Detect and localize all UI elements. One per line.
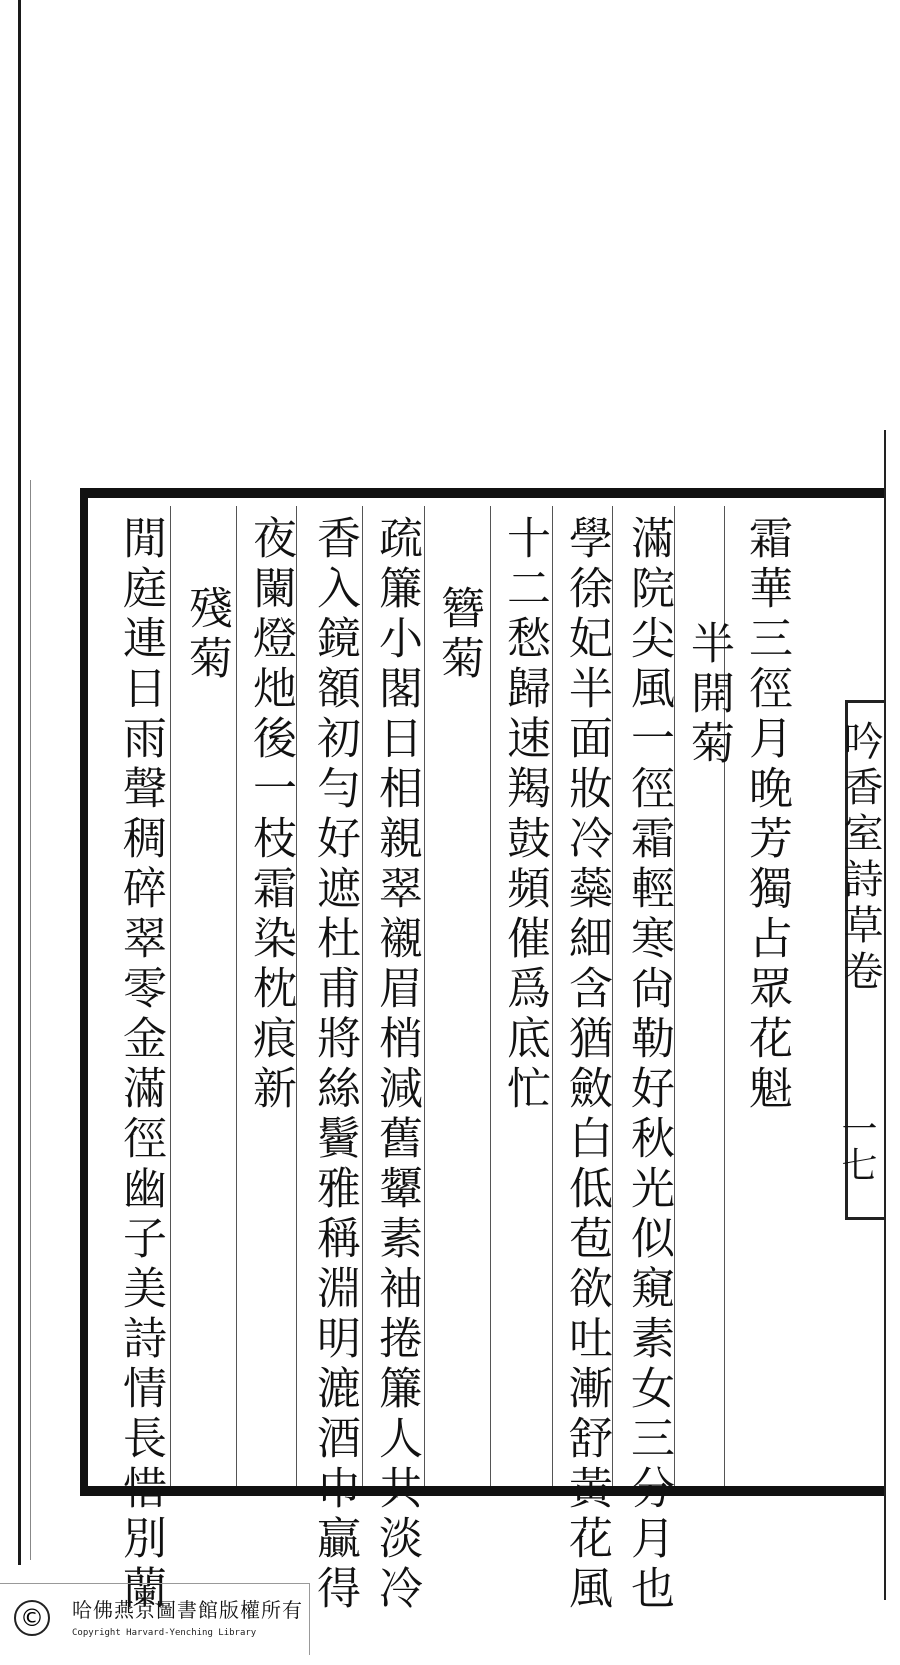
- copyright-text: 哈佛燕京圖書館版權所有: [72, 1598, 303, 1622]
- poem-title: 簪菊: [433, 585, 484, 685]
- spine-line: [18, 0, 21, 1565]
- margin-page-number: 一七: [836, 1110, 877, 1182]
- verse-column: 十二愁歸速羯鼓頻催爲底忙: [499, 515, 550, 1115]
- verse-column: 學徐妃半面妝冷蘂細含猶斂白低苞欲吐漸舒黃花風: [561, 515, 612, 1615]
- column-rule: [490, 506, 491, 1486]
- verse-column: 閒庭連日雨聲稠碎翠零金滿徑幽子美詩情長惜別蘭: [115, 515, 166, 1615]
- column-rule: [552, 506, 553, 1486]
- column-rule: [424, 506, 425, 1486]
- verse-column: 疏簾小閣日相親翠襯眉梢減舊顰素袖捲簾人共淡冷: [371, 515, 422, 1615]
- copyright-subtext: Copyright Harvard-Yenching Library: [72, 1628, 257, 1638]
- margin-book-title: 吟香室詩草卷: [837, 720, 883, 996]
- column-rule: [170, 506, 171, 1486]
- poem-title: 半開菊: [683, 620, 734, 770]
- column-rule: [236, 506, 237, 1486]
- column-rule: [674, 506, 675, 1486]
- poem-title: 殘菊: [181, 585, 232, 685]
- column-rule: [296, 506, 297, 1486]
- verse-column: 滿院尖風一徑霜輕寒尙勒好秋光似窺素女三分月也: [623, 515, 674, 1615]
- copyright-notice: [0, 1583, 310, 1655]
- verse-column: 夜闌燈灺後一枝霜染枕痕新: [245, 515, 296, 1115]
- column-rule: [362, 506, 363, 1486]
- verse-column: 香入鏡額初勻好遮杜甫將絲鬢雅稱淵明漉酒巾贏得: [309, 515, 360, 1615]
- column-rule: [612, 506, 613, 1486]
- spine-line-thin: [30, 480, 31, 1560]
- verse-column: 霜華三徑月晚芳獨占眾花魁: [741, 515, 792, 1115]
- copyright-icon: ©: [14, 1600, 50, 1636]
